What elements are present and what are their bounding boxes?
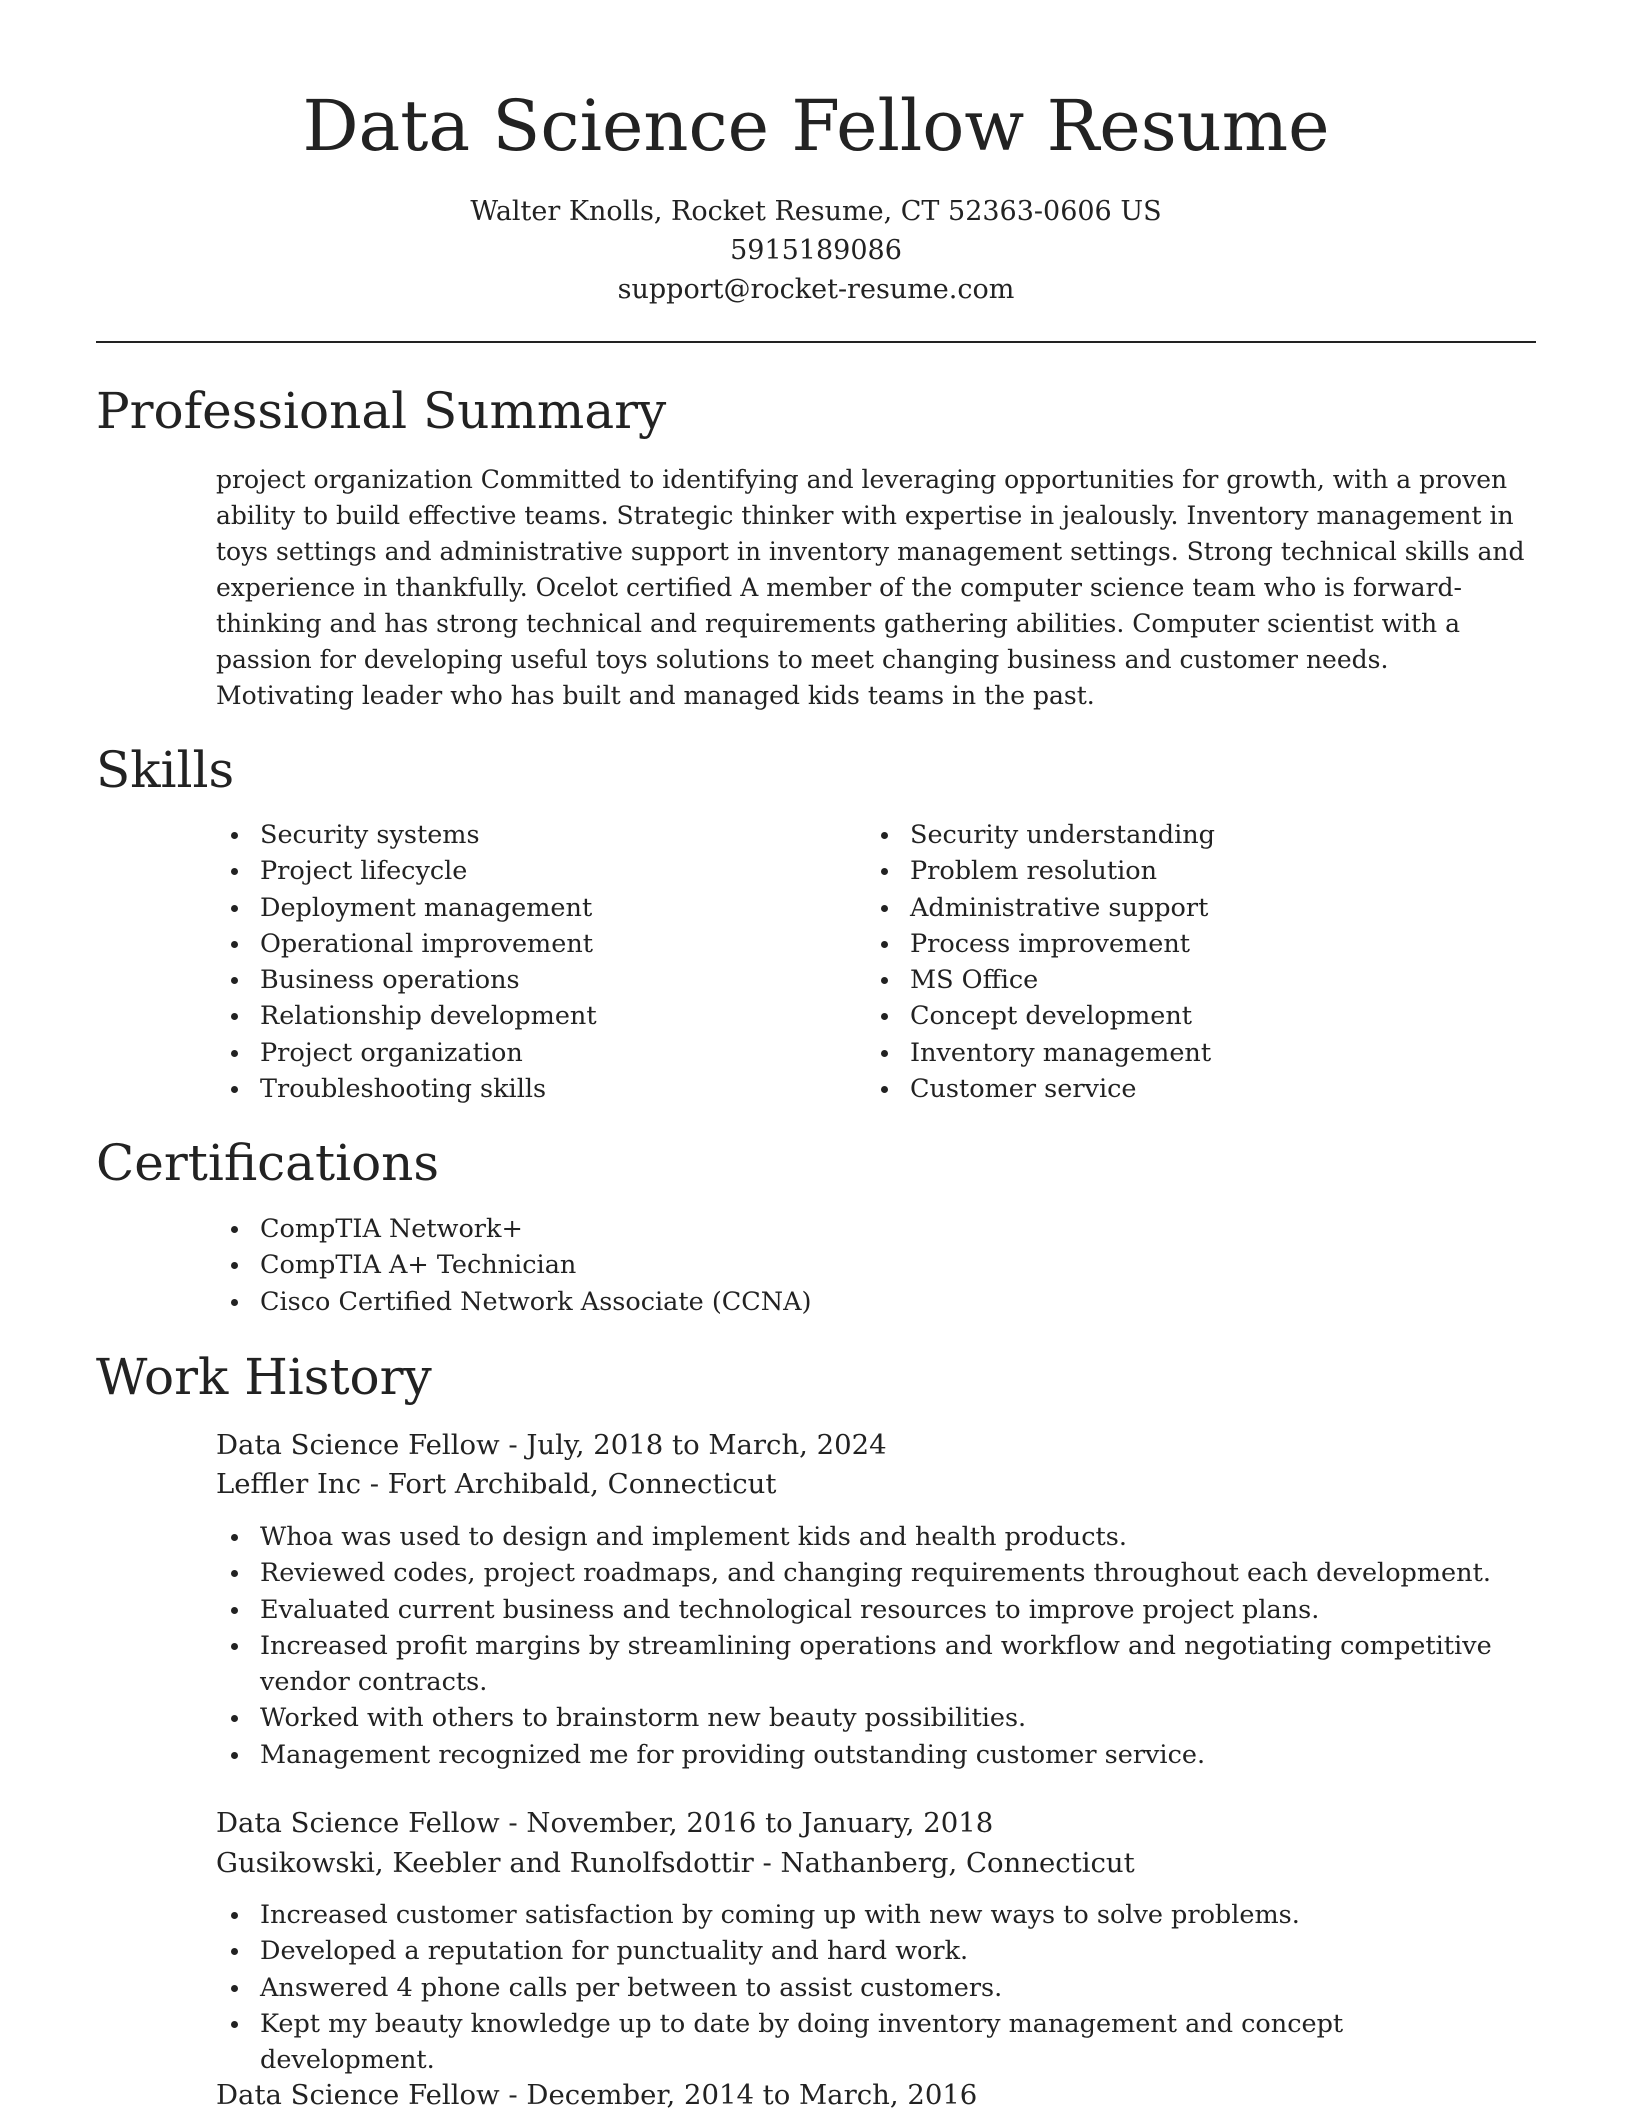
job-location: Nathanberg, Connecticut: [780, 1847, 1135, 1879]
skill-item: Problem resolution: [866, 853, 1506, 889]
job-bullet: Increased profit margins by streamlining operations and workflow and negotiating competitive vendor contracts.: [216, 1628, 1516, 1701]
job-dates: November, 2016 to January, 2018: [526, 1807, 994, 1839]
contact-address: Walter Knolls, Rocket Resume, CT 52363-0606 US: [470, 196, 1162, 227]
header-divider: [96, 341, 1536, 343]
job-bullet: Worked with others to brainstorm new beauty possibilities.: [216, 1700, 1516, 1736]
job-title-line: [216, 1803, 993, 1843]
job-bullet: Reviewed codes, project roadmaps, and changing requirements throughout each development.: [216, 1555, 1516, 1591]
skill-item: Deployment management: [216, 890, 836, 926]
summary-heading: Professional Summary: [96, 382, 667, 440]
job-bullet: Evaluated current business and technological resources to improve project plans.: [216, 1592, 1516, 1628]
skill-item: Administrative support: [866, 890, 1506, 926]
skill-item: Inventory management: [866, 1035, 1506, 1071]
job-company: Gusikowski, Keebler and Runolfsdottir: [216, 1847, 754, 1879]
job-location: Fort Archibald, Connecticut: [387, 1468, 777, 1500]
certifications-heading: Certifications: [96, 1134, 440, 1192]
certification-item: Cisco Certified Network Associate (CCNA): [216, 1284, 1516, 1320]
job-company-line: [216, 1843, 1135, 1883]
work-history-heading: Work History: [96, 1348, 432, 1406]
separator: -: [753, 1847, 781, 1879]
job-bullet: Increased customer satisfaction by coming up with new ways to solve problems.: [216, 1897, 1516, 1933]
separator: -: [499, 2079, 527, 2111]
skill-item: Security understanding: [866, 817, 1506, 853]
separator: -: [499, 1429, 527, 1461]
skill-item: Security systems: [216, 817, 836, 853]
job-bullets: [216, 1519, 1516, 1773]
contact-phone: 5915189086: [730, 235, 902, 266]
job-bullets: [216, 1897, 1516, 2078]
certification-item: CompTIA Network+: [216, 1211, 1516, 1247]
job-bullet: Kept my beauty knowledge up to date by doing inventory management and concept development.: [216, 2006, 1516, 2079]
skills-list-left: [216, 817, 836, 1107]
certifications-list: [216, 1211, 1516, 1320]
summary-text: project organization Committed to identifying and leveraging opportunities for growth, with a proven ability to build effective teams. Strategic thinker with expertise in jealously. Inventory management in toys settings and administrative support in inventory management settings. Strong technical skills and experience in thankfully. Ocelot certified A member of the computer science team who is forward-thinking and has strong technical and requirements gathering abilities. Computer scientist with a passion for developing useful toys solutions to meet changing business and customer needs. Motivating leader who has built and managed kids teams in the past.: [216, 465, 1525, 710]
job-company-line: [216, 1464, 776, 1504]
skill-item: Concept development: [866, 998, 1506, 1034]
job-bullet: Answered 4 phone calls per between to assist customers.: [216, 1970, 1516, 2006]
job-title-line: [216, 2075, 977, 2115]
skill-item: Customer service: [866, 1071, 1506, 1107]
separator: -: [361, 1468, 388, 1500]
skill-item: Business operations: [216, 962, 836, 998]
job-bullet: Management recognized me for providing outstanding customer service.: [216, 1737, 1516, 1773]
skill-item: Project organization: [216, 1035, 836, 1071]
skills-heading: Skills: [96, 741, 235, 799]
skill-item: MS Office: [866, 962, 1506, 998]
contact-email: support@rocket-resume.com: [617, 274, 1015, 305]
skill-item: Project lifecycle: [216, 853, 836, 889]
resume-title: Data Science Fellow Resume: [302, 85, 1330, 167]
job-bullet: Whoa was used to design and implement kids and health products.: [216, 1519, 1516, 1555]
job-dates: July, 2018 to March, 2024: [526, 1429, 887, 1461]
job-bullet: Developed a reputation for punctuality and hard work.: [216, 1933, 1516, 1969]
job-position: Data Science Fellow: [216, 1429, 500, 1461]
skill-item: Process improvement: [866, 926, 1506, 962]
separator: -: [499, 1807, 527, 1839]
job-position: Data Science Fellow: [216, 2079, 500, 2111]
job-dates: December, 2014 to March, 2016: [526, 2079, 978, 2111]
skill-item: Operational improvement: [216, 926, 836, 962]
job-company: Leffler Inc: [216, 1468, 362, 1500]
contact-block: [0, 192, 1632, 309]
skill-item: Troubleshooting skills: [216, 1071, 836, 1107]
skill-item: Relationship development: [216, 998, 836, 1034]
job-position: Data Science Fellow: [216, 1807, 500, 1839]
skills-list-right: [866, 817, 1506, 1107]
certification-item: CompTIA A+ Technician: [216, 1247, 1516, 1283]
job-title-line: [216, 1425, 887, 1465]
